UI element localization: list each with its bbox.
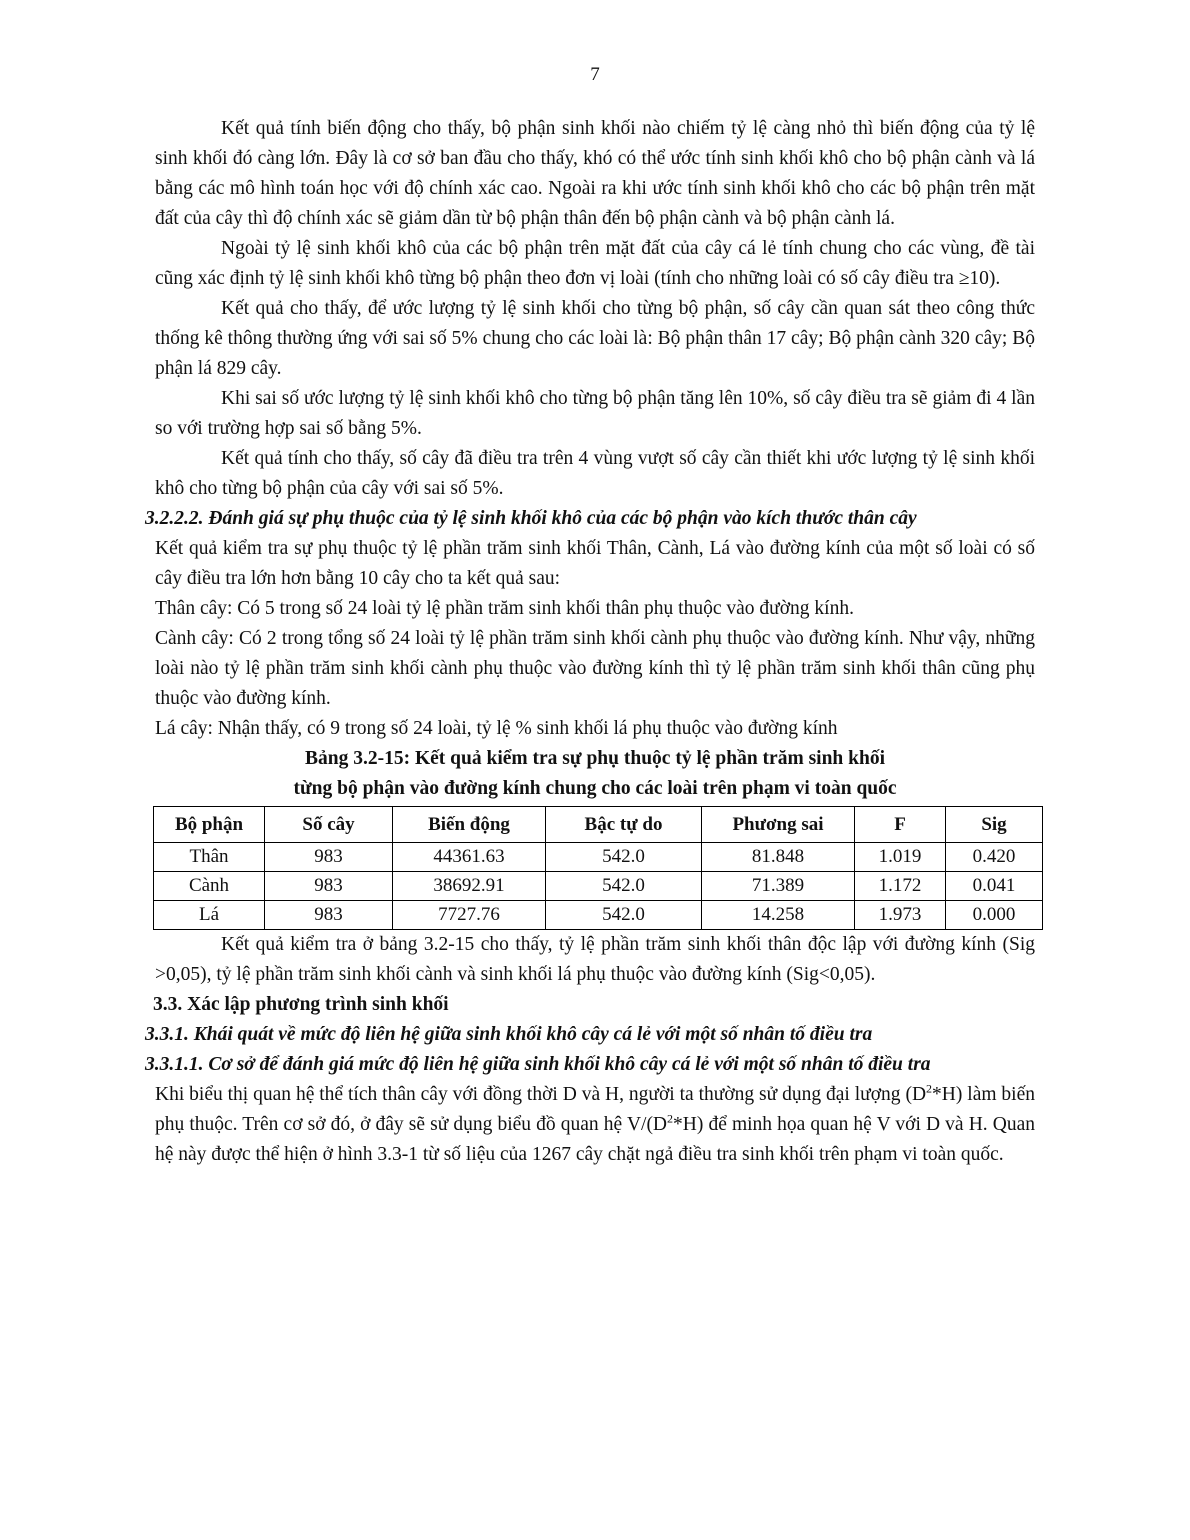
table-cell: 71.389 [702, 872, 855, 901]
table-cell: 0.420 [946, 843, 1043, 872]
table-cell: 14.258 [702, 901, 855, 930]
column-header: Biến động [393, 807, 546, 843]
table-row [154, 901, 1043, 930]
table-cell: 542.0 [546, 843, 702, 872]
table-caption [155, 744, 1035, 804]
paragraph: Thân cây: Có 5 trong số 24 loài tỷ lệ phần trăm sinh khối thân phụ thuộc vào đường kính. [155, 598, 854, 619]
results-table [153, 806, 1043, 930]
table-cell: 1.973 [855, 901, 946, 930]
table-cell: Cành [154, 872, 265, 901]
table-cell: 7727.76 [393, 901, 546, 930]
table-cell: 983 [265, 872, 393, 901]
table-cell: 0.000 [946, 901, 1043, 930]
table-cell: 1.019 [855, 843, 946, 872]
paragraph [155, 1080, 1035, 1170]
superscript: 2 [667, 1111, 674, 1126]
paragraph: Lá cây: Nhận thấy, có 9 trong số 24 loài, tỷ lệ % sinh khối lá phụ thuộc vào đường kính [155, 718, 838, 739]
section-heading-3-3-1: 3.3.1. Khái quát về mức độ liên hệ giữa sinh khối khô cây cá lẻ với một số nhân tố điều tra [145, 1024, 873, 1045]
column-header: Số cây [265, 807, 393, 843]
paragraph: Khi sai số ước lượng tỷ lệ sinh khối khô cho từng bộ phận tăng lên 10%, số cây điều tra sẽ giảm đi 4 lần so với trường hợp sai số bằng 5%. [155, 388, 1035, 439]
column-header: Sig [946, 807, 1043, 843]
paragraph: Kết quả tính biến động cho thấy, bộ phận sinh khối nào chiếm tỷ lệ càng nhỏ thì biến động của tỷ lệ sinh khối đó càng lớn. Đây là cơ sở ban đầu cho thấy, khó có thể ước tính sinh khối khô cho bộ phận cành và lá bằng các mô hình toán học với độ chính xác cao. Ngoài ra khi ước tính sinh khối khô cho các bộ phận trên mặt đất của cây thì độ chính xác sẽ giảm dần từ bộ phận thân đến bộ phận cành và bộ phận cành lá. [155, 118, 1035, 229]
column-header: Phương sai [702, 807, 855, 843]
paragraph: Kết quả kiểm tra ở bảng 3.2-15 cho thấy, tỷ lệ phần trăm sinh khối thân độc lập với đường kính (Sig >0,05), tỷ lệ phần trăm sinh khối cành và sinh khối lá phụ thuộc vào đường kính (Sig<0,05). [155, 934, 1035, 985]
section-heading-3-3: 3.3. Xác lập phương trình sinh khối [153, 994, 449, 1015]
table-cell: 1.172 [855, 872, 946, 901]
section-heading-3-3-1-1: 3.3.1.1. Cơ sở để đánh giá mức độ liên hệ giữa sinh khối khô cây cá lẻ với một số nhân tố điều tra [145, 1054, 931, 1075]
paragraph: Kết quả cho thấy, để ước lượng tỷ lệ sinh khối cho từng bộ phận, số cây cần quan sát theo công thức thống kê thông thường ứng với sai số 5% chung cho các loài là: Bộ phận thân 17 cây; Bộ phận cành 320 cây; Bộ phận lá 829 cây. [155, 298, 1035, 379]
text-run: Khi biểu thị quan hệ thể tích thân cây với đồng thời D và H, người ta thường sử dụng đại lượng (D [155, 1084, 927, 1105]
column-header: F [855, 807, 946, 843]
table-cell: 542.0 [546, 872, 702, 901]
superscript: 2 [926, 1081, 933, 1096]
table-cell: 983 [265, 843, 393, 872]
text-run: *H) để minh họa quan hệ V với D và H. Quan hệ này được thể hiện ở hình 3.3-1 từ số liệu của 1267 cây chặt ngả điều tra sinh khối trên phạm vi toàn quốc. [155, 1114, 1035, 1165]
table-cell: Thân [154, 843, 265, 872]
table-caption-line: Bảng 3.2-15: Kết quả kiểm tra sự phụ thuộc tỷ lệ phần trăm sinh khối [305, 748, 885, 769]
table-cell: Lá [154, 901, 265, 930]
column-header: Bộ phận [154, 807, 265, 843]
table-row [154, 843, 1043, 872]
table-cell: 542.0 [546, 901, 702, 930]
column-header: Bậc tự do [546, 807, 702, 843]
paragraph: Cành cây: Có 2 trong tổng số 24 loài tỷ lệ phần trăm sinh khối cành phụ thuộc vào đường kính. Như vậy, những loài nào tỷ lệ phần trăm sinh khối cành phụ thuộc vào đường kính thì tỷ lệ phần trăm sinh khối thân cũng phụ thuộc vào đường kính. [155, 628, 1035, 709]
table-cell: 983 [265, 901, 393, 930]
table-cell: 38692.91 [393, 872, 546, 901]
page-number: 7 [590, 64, 600, 85]
table-cell: 81.848 [702, 843, 855, 872]
page-content [145, 114, 1036, 1170]
table-cell: 0.041 [946, 872, 1043, 901]
paragraph: Kết quả kiểm tra sự phụ thuộc tỷ lệ phần trăm sinh khối Thân, Cành, Lá vào đường kính của một số loài có số cây điều tra lớn hơn bằng 10 cây cho ta kết quả sau: [155, 538, 1035, 589]
section-heading-3-2-2-2: 3.2.2.2. Đánh giá sự phụ thuộc của tỷ lệ sinh khối khô của các bộ phận vào kích thước thân cây [145, 508, 917, 529]
paragraph: Ngoài tỷ lệ sinh khối khô của các bộ phận trên mặt đất của cây cá lẻ tính chung cho các vùng, đề tài cũng xác định tỷ lệ sinh khối khô từng bộ phận theo đơn vị loài (tính cho những loài có số cây điều tra ≥10). [155, 238, 1035, 289]
text-run: *H) làm biến phụ thuộc. Trên cơ sở đó, ở đây sẽ sử dụng biểu đồ quan hệ V/(D [155, 1084, 1036, 1135]
table-cell: 44361.63 [393, 843, 546, 872]
table-caption-line: từng bộ phận vào đường kính chung cho các loài trên phạm vi toàn quốc [293, 778, 897, 799]
table-header-row [154, 807, 1043, 843]
paragraph: Kết quả tính cho thấy, số cây đã điều tra trên 4 vùng vượt số cây cần thiết khi ước lượng tỷ lệ sinh khối khô cho từng bộ phận của cây với sai số 5%. [155, 448, 1035, 499]
table-row [154, 872, 1043, 901]
